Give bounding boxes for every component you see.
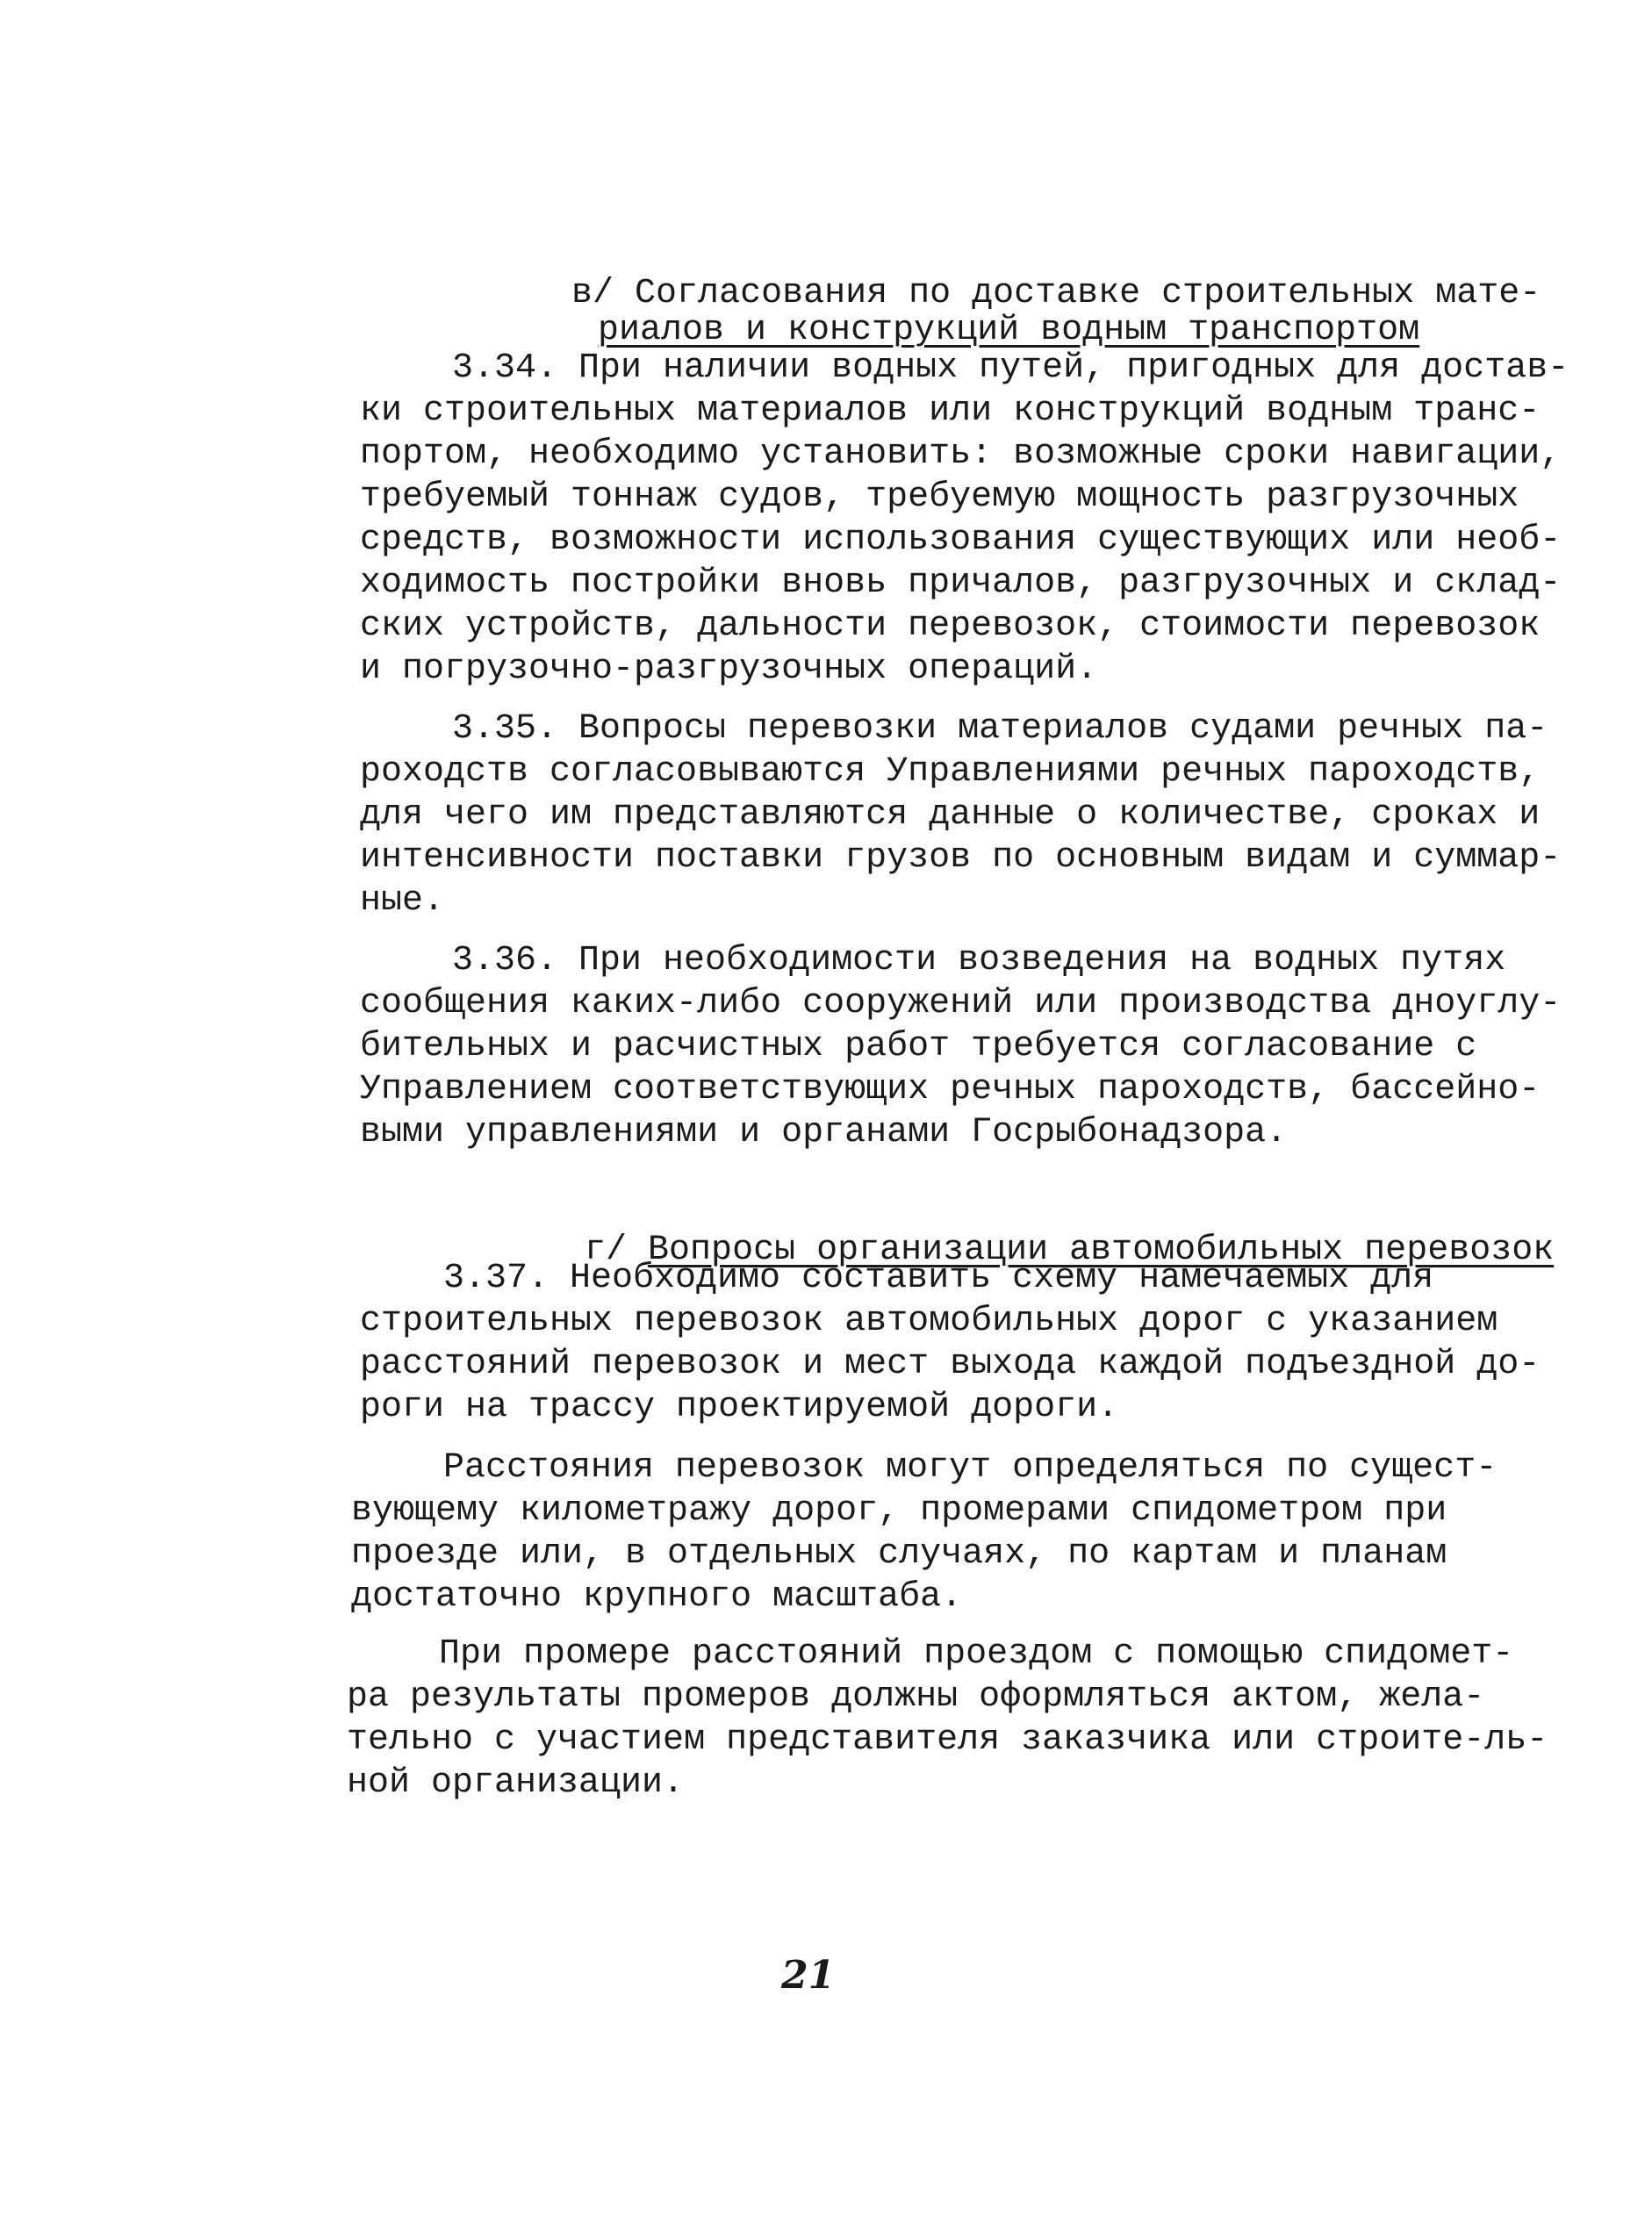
p-dist-line: проезде или, в отдельных случаях, по картам и планам: [351, 1534, 1447, 1574]
p337-line: роги на трассу проектируемой дороги.: [360, 1388, 1119, 1427]
p-measure-line: При промере расстояний проездом с помощью спидомет-: [439, 1634, 1514, 1674]
p-measure-line: ной организации.: [347, 1763, 685, 1803]
p335-line: для чего им представляются данные о количестве, сроках и: [360, 795, 1541, 835]
section-g-label: г/: [585, 1231, 628, 1270]
p335-line: роходств согласовываются Управлениями речных пароходств,: [360, 752, 1541, 792]
section-v-label: в/: [571, 274, 614, 313]
p335-line: ные.: [360, 881, 445, 921]
p-dist-line: Расстояния перевозок могут определяться по сущест-: [443, 1448, 1498, 1488]
paragraph-3-34: [360, 347, 1569, 691]
p336-line: Управлением соответствующих речных пароходств, бассейно-: [360, 1070, 1541, 1109]
p-dist-line: вующему километражу дорог, промерами спидометром при: [351, 1491, 1447, 1531]
p334-line: ских устройств, дальности перевозок, стоимости перевозок: [360, 607, 1541, 646]
p334-line: ходимость постройки вновь причалов, разгрузочных и склад-: [360, 564, 1562, 603]
p-dist-line: достаточно крупного масштаба.: [351, 1577, 963, 1617]
paragraph-3-36: [360, 939, 1562, 1154]
p334-line: портом, необходимо установить: возможные сроки навигации,: [360, 434, 1562, 474]
p335-line: 3.35. Вопросы перевозки материалов судами речных па-: [452, 709, 1548, 749]
page-number: 21: [781, 1953, 836, 1998]
paragraph-3-37: [360, 1257, 1541, 1429]
section-v-title-line2: риалов и конструкций водным транспортом: [598, 311, 1420, 350]
p336-line: выми управлениями и органами Госрыбонадзора.: [360, 1113, 1288, 1152]
p334-line: ки строительных материалов или конструкций водным транс-: [360, 391, 1541, 431]
p337-line: строительных перевозок автомобильных дорог с указанием: [360, 1302, 1498, 1341]
paragraph-distances: [351, 1447, 1498, 1619]
p334-line: средств, возможности использования существующих или необ-: [360, 521, 1562, 560]
p334-line: требуемый тоннаж судов, требуемую мощность разгрузочных: [360, 477, 1519, 517]
section-v-title-line1: Согласования по доставке строительных мате-: [635, 274, 1541, 313]
p336-line: 3.36. При необходимости возведения на водных путях: [452, 941, 1506, 980]
p335-line: интенсивности поставки грузов по основным видам и суммар-: [360, 838, 1562, 878]
p337-line: 3.37. Необходимо составить схему намечаемых для: [443, 1259, 1434, 1298]
p-measure-line: ра результаты промеров должны оформляться актом, жела-: [347, 1677, 1485, 1717]
p334-line: и погрузочно-разгрузочных операций.: [360, 650, 1098, 689]
p334-line: 3.34. При наличии водных путей, пригодных для достав-: [452, 348, 1569, 388]
p-measure-line: тельно с участием представителя заказчика или строите-ль-: [347, 1720, 1548, 1760]
paragraph-measurement: [347, 1633, 1548, 1805]
paragraph-3-35: [360, 707, 1562, 923]
p336-line: бительных и расчистных работ требуется согласование с: [360, 1027, 1477, 1066]
p337-line: расстояний перевозок и мест выхода каждой подъездной до-: [360, 1345, 1541, 1384]
p336-line: сообщения каких-либо сооружений или производства дноуглу-: [360, 984, 1562, 1023]
section-g-title: Вопросы организации автомобильных перевозок: [648, 1231, 1555, 1270]
